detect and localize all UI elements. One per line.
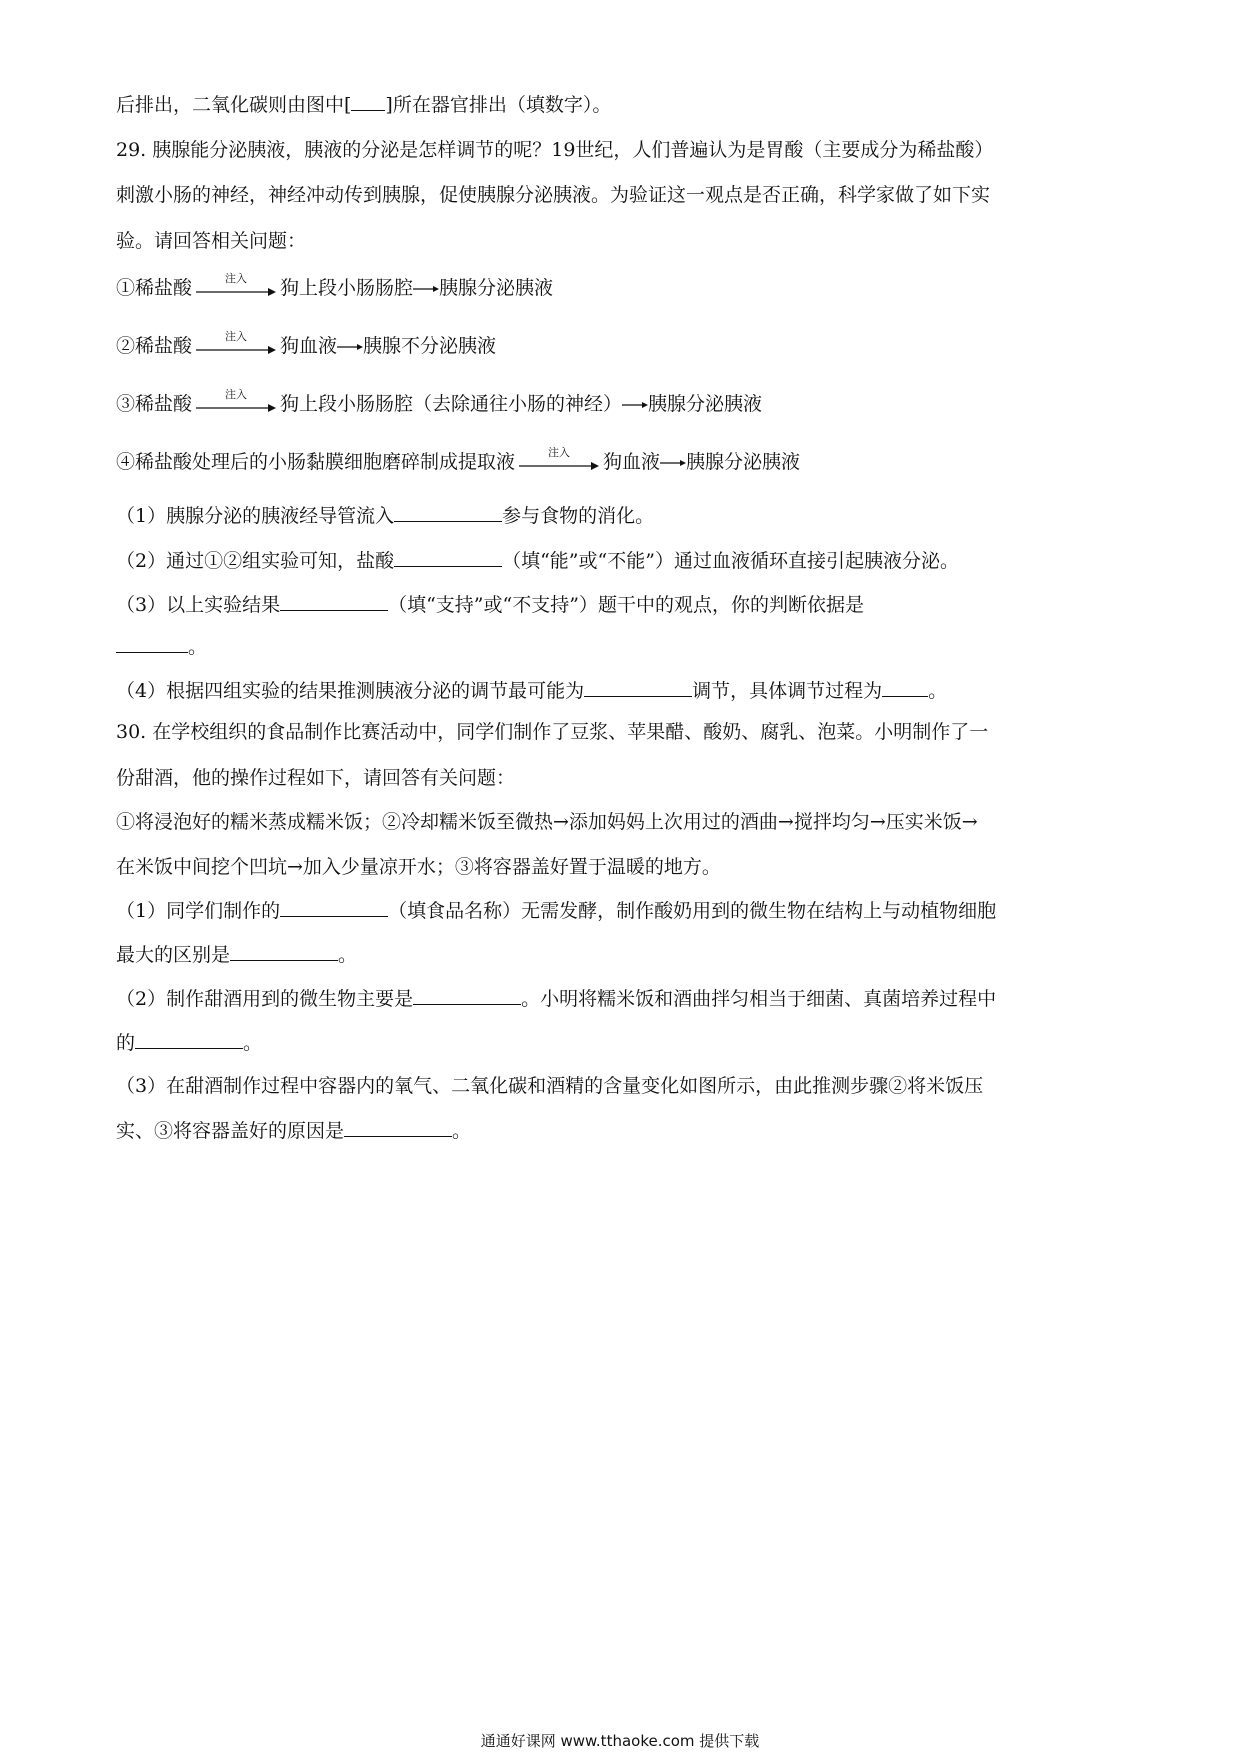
question-29-line-2: 刺激小肠的神经，神经冲动传到胰腺，促使胰腺分泌胰液。为验证这一观点是否正确，科学家做了如下实 bbox=[116, 184, 991, 206]
experiment-1: ①稀盐酸 注入 狗上段小肠肠腔 胰腺分泌胰液 bbox=[116, 272, 554, 299]
answer-blank[interactable] bbox=[882, 678, 928, 697]
answer-blank[interactable] bbox=[280, 898, 388, 917]
arrow-right-icon bbox=[413, 283, 439, 295]
question-30-line-3: ①将浸泡好的糯米蒸成糯米饭；②冷却糯米饭至微热→添加妈妈上次用过的酒曲→搅拌均匀→压实米饭→ bbox=[116, 811, 978, 833]
dash-arrow bbox=[660, 451, 686, 475]
q30-sub-2: （2）制作甜酒用到的微生物主要是 。小明将糯米饭和酒曲拌匀相当于细菌、真菌培养过程中 bbox=[116, 988, 997, 1010]
q29-sub-1: （1）胰腺分泌的胰液经导管流入 参与食物的消化。 bbox=[116, 505, 655, 527]
q29-sub-3: （3）以上实验结果 （填“支持”或“不支持”）题干中的观点，你的判断依据是 bbox=[116, 594, 864, 616]
inject-arrow: 注入 bbox=[519, 451, 599, 475]
inject-arrow: 注入 bbox=[196, 277, 276, 301]
experiment-3: ③稀盐酸 注入 狗上段小肠肠腔（去除通往小肠的神经） 胰腺分泌胰液 bbox=[116, 388, 763, 415]
q30-sub-3: （3）在甜酒制作过程中容器内的氧气、二氧化碳和酒精的含量变化如图所示，由此推测步骤②将米饭压 bbox=[116, 1075, 984, 1097]
answer-blank[interactable] bbox=[351, 92, 385, 111]
answer-blank[interactable] bbox=[584, 678, 692, 697]
question-29-line-1: 29. 胰腺能分泌胰液，胰液的分泌是怎样调节的呢？19世纪，人们普遍认为是胃酸（主要成分为稀盐酸） bbox=[116, 139, 994, 161]
dash-arrow bbox=[622, 393, 648, 417]
question-30-line-1: 30. 在学校组织的食品制作比赛活动中，同学们制作了豆浆、苹果醋、酸奶、腐乳、泡菜。小明制作了一 bbox=[116, 721, 989, 743]
q29-sub-3-cont: 。 bbox=[116, 634, 207, 659]
arrow-right-icon bbox=[519, 461, 599, 471]
answer-blank[interactable] bbox=[230, 942, 338, 961]
answer-blank[interactable] bbox=[116, 634, 188, 653]
question-30-line-4: 在米饭中间挖个凹坑→加入少量凉开水；③将容器盖好置于温暖的地方。 bbox=[116, 856, 721, 878]
answer-blank[interactable] bbox=[135, 1030, 243, 1049]
q30-sub-1: （1）同学们制作的 （填食品名称）无需发酵，制作酸奶用到的微生物在结构上与动植物细胞 bbox=[116, 900, 997, 922]
arrow-right-icon bbox=[196, 287, 276, 297]
q30-sub-1-cont: 最大的区别是 。 bbox=[116, 944, 358, 966]
q29-sub-4: （4）根据四组实验的结果推测胰液分泌的调节最可能为 调节，具体调节过程为 。 bbox=[116, 680, 948, 702]
arrow-right-icon bbox=[196, 345, 276, 355]
q30-sub-3-cont: 实、③将容器盖好的原因是 。 bbox=[116, 1120, 472, 1142]
dash-arrow bbox=[337, 335, 363, 359]
arrow-right-icon bbox=[622, 399, 648, 411]
question-30-line-2: 份甜酒，他的操作过程如下，请回答有关问题： bbox=[116, 767, 516, 789]
answer-blank[interactable] bbox=[394, 503, 502, 522]
inject-arrow: 注入 bbox=[196, 393, 276, 417]
q29-sub-2: （2）通过①②组实验可知，盐酸 （填“能”或“不能”）通过血液循环直接引起胰液分泌。 bbox=[116, 550, 959, 572]
arrow-right-icon bbox=[337, 341, 363, 353]
answer-blank[interactable] bbox=[413, 986, 521, 1005]
continued-line: 后排出，二氧化碳则由图中[ ]所在器官排出（填数字）。 bbox=[116, 94, 612, 116]
inject-arrow: 注入 bbox=[196, 335, 276, 359]
q30-sub-2-cont: 的 。 bbox=[116, 1032, 263, 1054]
dash-arrow bbox=[413, 277, 439, 301]
answer-blank[interactable] bbox=[344, 1118, 452, 1137]
arrow-right-icon bbox=[660, 457, 686, 469]
experiment-2: ②稀盐酸 注入 狗血液 胰腺不分泌胰液 bbox=[116, 330, 497, 357]
answer-blank[interactable] bbox=[280, 592, 388, 611]
answer-blank[interactable] bbox=[394, 548, 502, 567]
footer-source: 通通好课网 www.tthaoke.com 提供下载 bbox=[480, 1732, 760, 1750]
question-29-line-3: 验。请回答相关问题： bbox=[116, 230, 307, 252]
experiment-4: ④稀盐酸处理后的小肠黏膜细胞磨碎制成提取液 注入 狗血液 胰腺分泌胰液 bbox=[116, 446, 801, 473]
arrow-right-icon bbox=[196, 403, 276, 413]
